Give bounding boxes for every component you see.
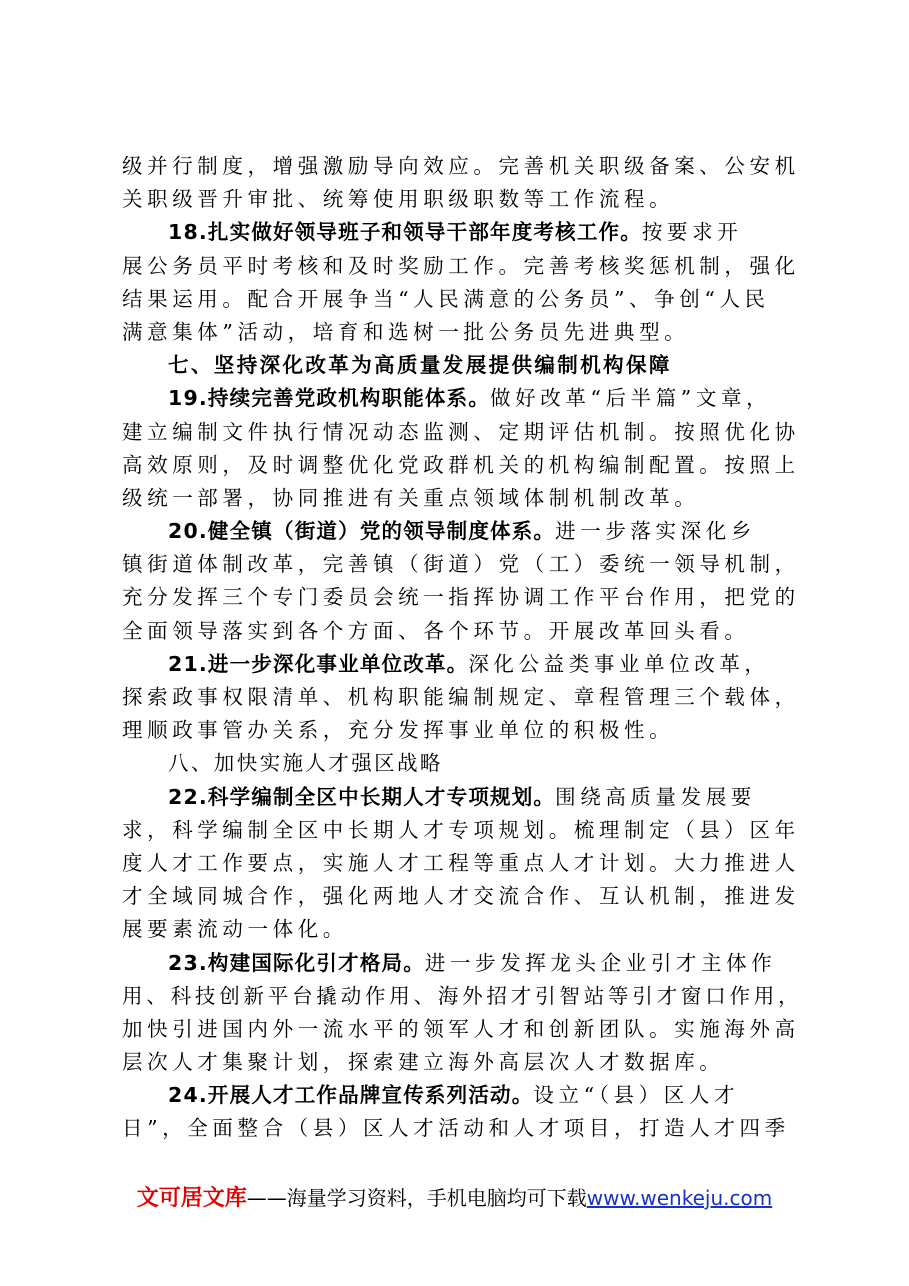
text-line xyxy=(122,515,802,548)
item-heading: 18.扎实做好领导班子和领导干部年度考核工作。 xyxy=(168,220,642,245)
text-line xyxy=(122,482,802,515)
text-run: 级并行制度，增强激励导向效应。完善机关职级备案、公安机 xyxy=(122,154,800,178)
item-heading: 24.开展人才工作品牌宣传系列活动。 xyxy=(168,1083,534,1108)
text-line xyxy=(122,1013,802,1046)
text-run: 镇街道体制改革，完善镇（街道）党（工）委统一领导机制， xyxy=(122,552,800,577)
text-line xyxy=(122,349,802,382)
text-line xyxy=(122,913,802,946)
text-run: 建立编制文件执行情况动态监测、定期评估机制。按照优化协 xyxy=(122,419,800,444)
text-line xyxy=(122,880,802,913)
text-run: 用、科技创新平台撬动作用、海外招才引智站等引才窗口作用， xyxy=(122,983,803,1008)
text-run: 探索政事权限清单、机构职能编制规定、章程管理三个载体， xyxy=(122,685,800,709)
text-run: 求，科学编制全区中长期人才专项规划。梳理制定（县）区年 xyxy=(122,817,800,842)
text-line xyxy=(122,947,802,980)
text-run: 深化公益类事业单位改革， xyxy=(468,651,770,676)
text-run: 加快引进国内外一流水平的领军人才和创新团队。实施海外高 xyxy=(122,1016,800,1041)
item-heading: 19.持续完善党政机构职能体系。 xyxy=(168,386,491,411)
footer-link[interactable]: www.wenkeju.com xyxy=(586,1186,773,1210)
text-run: 结果运用。配合开展争当“人民满意的公务员”、争创“人民 xyxy=(122,286,770,311)
text-line xyxy=(122,980,802,1013)
text-run: 围绕高质量发展要 xyxy=(555,784,756,809)
text-line xyxy=(122,781,802,814)
text-line xyxy=(122,747,802,780)
footer xyxy=(0,1181,909,1212)
item-heading: 22.科学编制全区中长期人才专项规划。 xyxy=(168,784,556,809)
text-run: 理顺政事管办关系，充分发挥事业单位的积极性。 xyxy=(122,718,675,743)
text-run: 充分发挥三个专门委员会统一指挥协调工作平台作用，把党的 xyxy=(122,585,800,610)
text-run: 才全域同城合作，强化两地人才交流合作、互认机制，推进发 xyxy=(122,884,800,909)
text-run: 做好改革“后半篇”文章， xyxy=(490,386,772,411)
text-line xyxy=(122,250,802,283)
text-run: 进一步落实深化乡 xyxy=(555,519,756,544)
text-run: 展公务员平时考核和及时奖励工作。完善考核奖惩机制，强化 xyxy=(122,253,800,278)
text-line xyxy=(122,1046,802,1079)
text-line xyxy=(122,316,802,349)
text-line xyxy=(122,183,802,216)
text-run: 设立“（县）区人才 xyxy=(533,1083,740,1108)
text-line xyxy=(122,150,802,183)
item-heading: 21.进一步深化事业单位改革。 xyxy=(168,651,469,676)
text-line xyxy=(122,681,802,714)
text-line xyxy=(122,714,802,747)
item-heading: 20.健全镇（街道）党的领导制度体系。 xyxy=(168,519,556,544)
text-line xyxy=(122,615,802,648)
item-heading: 23.构建国际化引才格局。 xyxy=(168,950,425,975)
text-run: 展要素流动一体化。 xyxy=(122,917,348,942)
text-run: 进一步发挥龙头企业引才主体作 xyxy=(424,950,777,975)
text-run: 层次人才集聚计划，探索建立海外高层次人才数据库。 xyxy=(122,1050,725,1075)
text-line xyxy=(122,449,802,482)
text-line xyxy=(122,648,802,681)
text-run: 级统一部署，协同推进有关重点领域体制机制改革。 xyxy=(122,485,700,510)
document-body xyxy=(122,150,802,1146)
text-run: 八、加快实施人才强区战略 xyxy=(168,751,443,776)
text-run: 七、坚持深化改革为高质量发展提供编制机构保障 xyxy=(168,353,672,378)
footer-brand: 文可居文库 xyxy=(136,1186,247,1211)
text-line xyxy=(122,382,802,415)
text-run: 满意集体”活动，培育和选树一批公务员先进典型。 xyxy=(122,319,690,344)
text-line xyxy=(122,1112,802,1145)
text-line xyxy=(122,581,802,614)
text-line xyxy=(122,283,802,316)
text-run: 关职级晋升审批、统筹使用职级职数等工作流程。 xyxy=(122,187,675,212)
text-run: 全面领导落实到各个方面、各个环节。开展改革回头看。 xyxy=(122,618,750,643)
text-line xyxy=(122,548,802,581)
text-run: 高效原则，及时调整优化党政群机关的机构编制配置。按照上 xyxy=(122,452,800,477)
text-line xyxy=(122,216,802,249)
text-run: 日”，全面整合（县）区人才活动和人才项目，打造人才四季 xyxy=(122,1116,790,1141)
text-line xyxy=(122,814,802,847)
text-line xyxy=(122,847,802,880)
footer-description: ——海量学习资料，手机电脑均可下载 xyxy=(246,1186,587,1210)
text-line xyxy=(122,416,802,449)
text-line xyxy=(122,1079,802,1112)
text-run: 度人才工作要点，实施人才工程等重点人才计划。大力推进人 xyxy=(122,850,800,875)
text-run: 按要求开 xyxy=(641,220,743,245)
